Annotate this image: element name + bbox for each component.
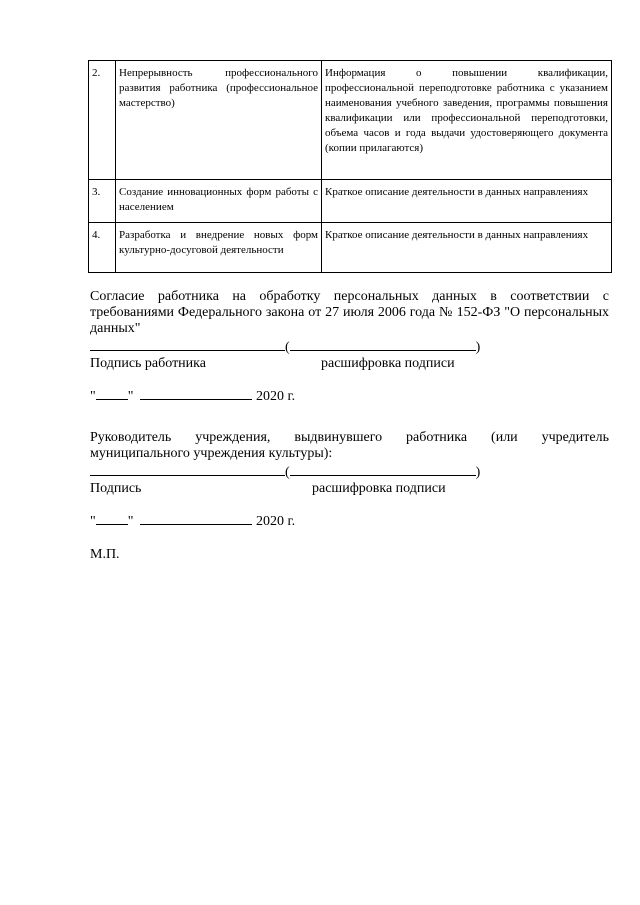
open-quote: " [90, 514, 96, 529]
table-row [89, 223, 612, 273]
close-quote: " [127, 514, 134, 529]
decode-label: расшифровка подписи [312, 481, 446, 496]
signature-blank[interactable] [90, 337, 285, 351]
open-paren: ( [285, 465, 290, 480]
year-text: 2020 г. [255, 514, 296, 529]
decode-blank[interactable] [290, 462, 476, 476]
criterion-cell: Непрерывность профессионального развития работника (профессиональное мастерство) [116, 61, 322, 180]
table-row [89, 180, 612, 223]
signature-labels [90, 356, 609, 372]
stamp-place [90, 547, 609, 563]
day-blank[interactable] [96, 511, 128, 525]
close-paren: ) [475, 465, 481, 480]
date-line [90, 511, 609, 530]
decode-label: расшифровка подписи [321, 356, 455, 371]
table-row [89, 61, 612, 180]
row-number: 2. [89, 61, 116, 180]
decode-blank[interactable] [290, 337, 476, 351]
signature-label: Подпись [90, 481, 142, 496]
documents-cell: Краткое описание деятельности в данных направлениях [322, 180, 612, 223]
stamp-label: М.П. [90, 547, 120, 562]
consent-text: Согласие работника на обработку персональных данных в соответствии с требованиями Федерального закона от 27 июля 2006 года № 152-ФЗ "О персональных данных" [90, 289, 609, 336]
criterion-cell: Разработка и внедрение новых форм культурно-досуговой деятельности [116, 223, 322, 273]
signature-blank[interactable] [90, 462, 285, 476]
year-text: 2020 г. [255, 389, 296, 404]
criteria-table [88, 60, 612, 273]
criterion-cell: Создание инновационных форм работы с населением [116, 180, 322, 223]
close-quote: " [127, 389, 134, 404]
day-blank[interactable] [96, 386, 128, 400]
documents-cell: Краткое описание деятельности в данных направлениях [322, 223, 612, 273]
signature-label: Подпись работника [90, 356, 206, 371]
documents-cell: Информация о повышении квалификации, профессиональной переподготовке работника с указанием наименования учебного заведения, программы повышения квалификации или профессиональной переподготовки, объема часов и года выдачи удостоверяющего документа (копии прилагаются) [322, 61, 612, 180]
open-quote: " [90, 389, 96, 404]
consent-section [90, 289, 609, 405]
month-blank[interactable] [140, 511, 252, 525]
row-number: 4. [89, 223, 116, 273]
head-text: Руководитель учреждения, выдвинувшего работника (или учредитель муниципального учреждения культуры): [90, 430, 609, 461]
row-number: 3. [89, 180, 116, 223]
employee-signature-line [90, 337, 609, 356]
month-blank[interactable] [140, 386, 252, 400]
close-paren: ) [475, 340, 481, 355]
head-section [90, 430, 609, 530]
head-signature-line [90, 462, 609, 481]
date-line [90, 386, 609, 405]
signature-labels [90, 481, 609, 497]
open-paren: ( [285, 340, 290, 355]
